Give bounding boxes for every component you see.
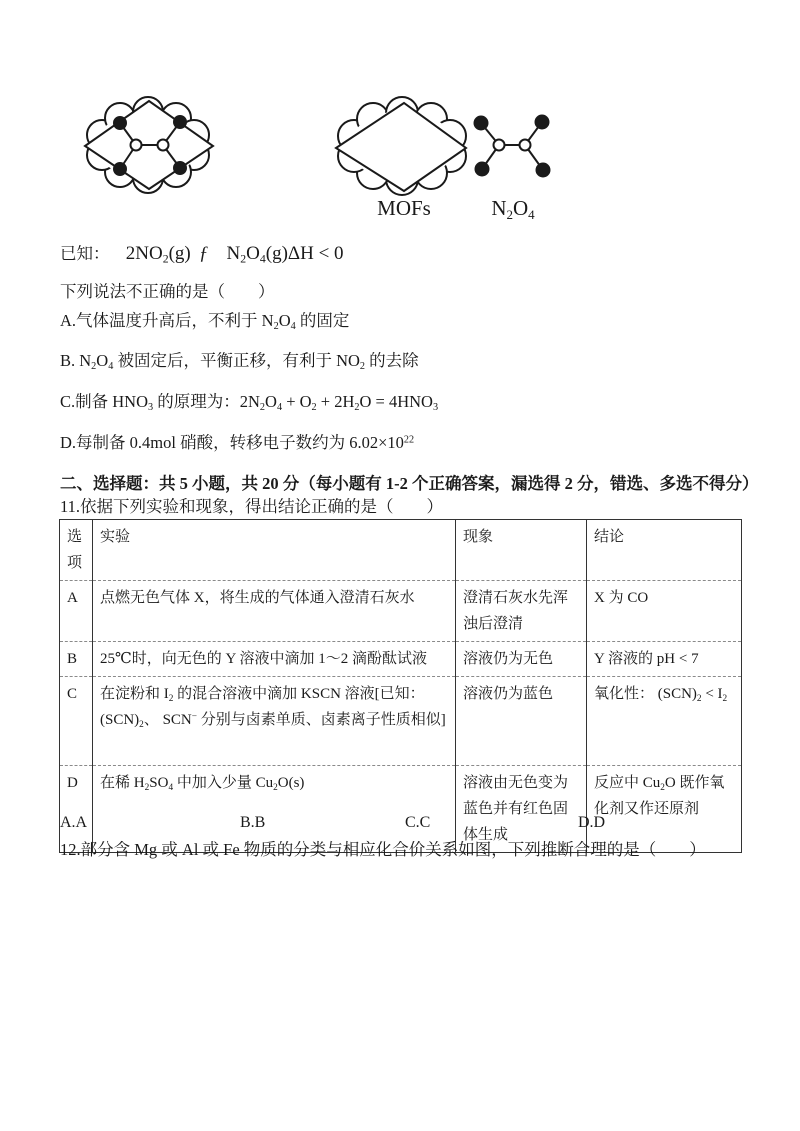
oxygen-atom [476, 163, 489, 176]
option-d: D.每制备 0.4mol 硝酸，转移电子数约为 $6.02\times 10^{22}$ [60, 433, 415, 452]
header-option: 选项 [60, 520, 93, 581]
equilibrium-symbol: ƒ [198, 243, 209, 264]
equation-right: $N_2O_4(g)\Delta H < 0$ [226, 243, 344, 266]
n2o4-label: $N_2O_4$ [491, 196, 535, 222]
table-row-a [60, 581, 742, 642]
question-11-table [59, 519, 742, 853]
question-12-stem: 12.部分含 Mg 或 Al 或 Fe 物质的分类与相应化合价关系如图，下列推断合理的是（ ） [60, 840, 706, 859]
nitrogen-atom [520, 140, 531, 151]
oxygen-atom [174, 162, 186, 174]
mofs-filled-cloud-diagram [85, 97, 213, 193]
table-row-c [60, 677, 742, 766]
option-a: A.气体温度升高后，不利于 $N_2O_4$ 的固定 [60, 311, 350, 333]
mofs-label: MOFs [377, 196, 431, 220]
question-10-stem: 下列说法不正确的是（ ） [60, 282, 275, 301]
cell-option: C [60, 677, 93, 766]
oxygen-atom [537, 164, 550, 177]
oxygen-atom [475, 117, 488, 130]
cell-experiment: 在稀 $H_2SO_4$ 中加入少量 $Cu_2O(s)$ [93, 766, 456, 853]
oxygen-atom [114, 163, 126, 175]
cell-conclusion: 氧化性： $(SCN)_2 < I_2$ [587, 677, 742, 766]
nitrogen-atom [158, 140, 169, 151]
oxygen-atom [536, 116, 549, 129]
section-2-header: 二、选择题：共 5 小题，共 20 分（每小题有 1-2 个正确答案，漏选得 2 分，错选、多选不得分） [60, 474, 759, 493]
cell-option: A [60, 581, 93, 642]
known-prefix: 已知： [60, 244, 110, 263]
equation-left: $2NO_2(g)$ [125, 243, 191, 266]
cell-phenomenon: 澄清石灰水先浑浊后澄清 [456, 581, 587, 642]
cell-phenomenon: 溶液仍为无色 [456, 642, 587, 677]
oxygen-atom [174, 116, 186, 128]
cell-conclusion: Y 溶液的 pH < 7 [587, 642, 742, 677]
nitrogen-atom [494, 140, 505, 151]
cell-phenomenon: 溶液仍为蓝色 [456, 677, 587, 766]
known-equation-line [60, 243, 344, 265]
answer-choice-c: C.C [405, 814, 431, 831]
cell-phenomenon: 溶液由无色变为蓝色并有红色固体生成 [456, 766, 587, 853]
answer-choice-b: B.B [240, 814, 266, 831]
question-11-stem: 11.依据下列实验和现象，得出结论正确的是（ ） [60, 497, 444, 516]
header-phenomenon: 现象 [456, 520, 587, 581]
cell-conclusion: X 为 CO [587, 581, 742, 642]
table-row-b [60, 642, 742, 677]
cell-option: B [60, 642, 93, 677]
table-header-row [60, 520, 742, 581]
option-b: B. $N_2O_4$ 被固定后，平衡正移，有利于 $NO_2$ 的去除 [60, 351, 419, 373]
cell-experiment: 25℃时，向无色的 Y 溶液中滴加 1～2 滴酚酞试液 [93, 642, 456, 677]
free-n2o4-molecule [475, 116, 550, 177]
cell-experiment: 在淀粉和 $I_2$ 的混合溶液中滴加 KSCN 溶液[已知：$(SCN)_2$、 SCN− 分别与卤素单质、卤素离子性质相似] [93, 677, 456, 766]
header-conclusion: 结论 [587, 520, 742, 581]
answer-choice-a: A.A [60, 814, 88, 831]
cell-option: D [60, 766, 93, 853]
option-c: C.制备 $HNO_3$ 的原理为：$2N_2O_4 + O_2 + 2H_2O = 4HNO_3$ [60, 392, 439, 414]
nitrogen-atom [131, 140, 142, 151]
answer-choice-d: D.D [578, 814, 606, 831]
header-experiment: 实验 [93, 520, 456, 581]
oxygen-atom [114, 117, 126, 129]
cell-experiment: 点燃无色气体 X，将生成的气体通入澄清石灰水 [93, 581, 456, 642]
cell-conclusion: 反应中 $Cu_2O$ 既作氧化剂又作还原剂 [587, 766, 742, 853]
mofs-empty-cloud-diagram [336, 97, 466, 195]
